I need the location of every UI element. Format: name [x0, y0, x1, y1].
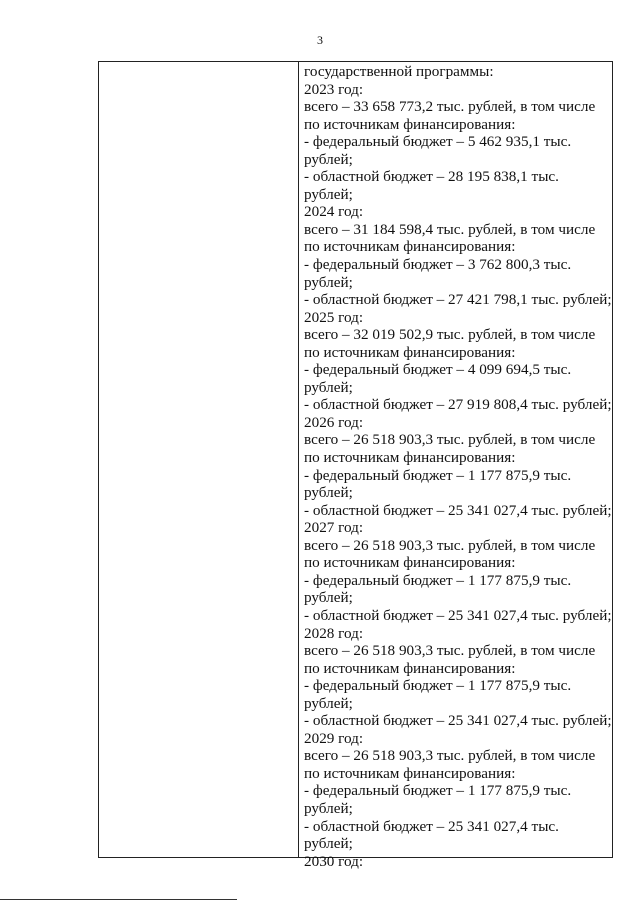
funding-text-line: 2030 год:	[304, 852, 364, 870]
funding-text-line: рублей;	[304, 378, 353, 396]
funding-text-line: - федеральный бюджет – 1 177 875,9 тыс.	[304, 571, 572, 589]
funding-text-line: - федеральный бюджет – 3 762 800,3 тыс.	[304, 256, 572, 274]
funding-text-line: - областной бюджет – 27 421 798,1 тыс. рублей;	[304, 291, 612, 309]
funding-text-line: 2029 год:	[304, 729, 364, 747]
funding-text-line: 2026 год:	[304, 413, 364, 431]
funding-text-line: рублей;	[304, 484, 353, 502]
funding-text-line: 2023 год:	[304, 80, 364, 98]
funding-text-line: по источникам финансирования:	[304, 659, 516, 677]
page-number: 3	[317, 33, 323, 47]
funding-text-line: всего – 33 658 773,2 тыс. рублей, в том числе	[304, 98, 596, 116]
funding-text-line: - областной бюджет – 27 919 808,4 тыс. рублей;	[304, 396, 612, 414]
funding-text-line: 2027 год:	[304, 519, 364, 537]
column-divider	[298, 62, 299, 857]
funding-text-line: по источникам финансирования:	[304, 764, 516, 782]
funding-text-line: рублей;	[304, 694, 353, 712]
footnote-rule	[0, 899, 237, 900]
funding-text-line: - областной бюджет – 25 341 027,4 тыс. рублей;	[304, 712, 612, 730]
funding-text-line: - областной бюджет – 28 195 838,1 тыс.	[304, 168, 559, 186]
funding-text-line: всего – 26 518 903,3 тыс. рублей, в том числе	[304, 431, 596, 449]
funding-text-line: - областной бюджет – 25 341 027,4 тыс. рублей;	[304, 606, 612, 624]
funding-text-line: - федеральный бюджет – 5 462 935,1 тыс.	[304, 133, 572, 151]
funding-text-line: всего – 26 518 903,3 тыс. рублей, в том числе	[304, 536, 596, 554]
funding-text-line: - федеральный бюджет – 4 099 694,5 тыс.	[304, 361, 572, 379]
funding-text-line: 2025 год:	[304, 308, 364, 326]
funding-text-line: рублей;	[304, 835, 353, 853]
funding-text-line: 2024 год:	[304, 203, 364, 221]
funding-text-line: всего – 32 019 502,9 тыс. рублей, в том числе	[304, 326, 596, 344]
funding-text-line: всего – 31 184 598,4 тыс. рублей, в том числе	[304, 220, 596, 238]
funding-text-line: - федеральный бюджет – 1 177 875,9 тыс.	[304, 677, 572, 695]
funding-text-line: по источникам финансирования:	[304, 449, 516, 467]
funding-text-line: рублей;	[304, 185, 353, 203]
funding-text-line: - федеральный бюджет – 1 177 875,9 тыс.	[304, 466, 572, 484]
funding-text-line: рублей;	[304, 799, 353, 817]
funding-text-line: государственной программы:	[304, 63, 494, 80]
funding-text-line: - областной бюджет – 25 341 027,4 тыс.	[304, 817, 559, 835]
funding-table	[98, 61, 613, 870]
funding-text-line: рублей;	[304, 589, 353, 607]
funding-text-line: по источникам финансирования:	[304, 115, 516, 133]
funding-text-line: по источникам финансирования:	[304, 238, 516, 256]
funding-text-line: всего – 26 518 903,3 тыс. рублей, в том числе	[304, 747, 596, 765]
funding-text-line: 2028 год:	[304, 624, 364, 642]
funding-text-line: по источникам финансирования:	[304, 343, 516, 361]
funding-text-line: рублей;	[304, 273, 353, 291]
funding-text-line: - федеральный бюджет – 1 177 875,9 тыс.	[304, 782, 572, 800]
funding-text-line: - областной бюджет – 25 341 027,4 тыс. рублей;	[304, 501, 612, 519]
funding-text-line: рублей;	[304, 150, 353, 168]
funding-text-line: всего – 26 518 903,3 тыс. рублей, в том числе	[304, 642, 596, 660]
funding-text-line: по источникам финансирования:	[304, 554, 516, 572]
funding-details-cell	[304, 63, 610, 870]
